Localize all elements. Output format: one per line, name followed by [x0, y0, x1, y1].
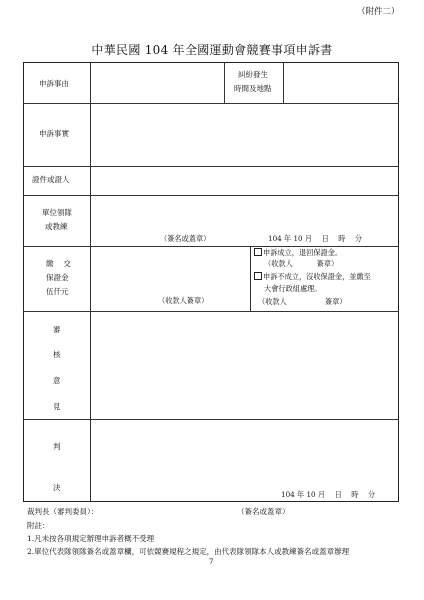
row-divider [23, 246, 399, 247]
receiver-line-1: （收款人 簽章） [264, 259, 339, 268]
annex-label: （附件二） [357, 7, 400, 17]
note-2: 2.單位代表隊領隊簽名或蓋章欄，可依競賽規程之規定，由代表隊領隊本人或教練簽名或蓋章辦理 [27, 547, 350, 556]
dispute-time-label-line2: 時間及地點 [234, 84, 272, 93]
option-not-established-line2: 大會行政組處理。 [264, 284, 322, 293]
column-divider [283, 62, 284, 103]
receiver-line-2: （收款人 簽章） [258, 297, 347, 306]
row-divider [23, 166, 399, 167]
row-divider [23, 195, 399, 196]
complaint-facts-label: 申訴事實 [39, 129, 69, 138]
complaint-form-table [23, 62, 399, 502]
review-label-char3: 意 [53, 376, 61, 385]
review-label-char4: 見 [53, 402, 61, 411]
dispute-time-label-line1: 糾紛發生 [238, 70, 268, 79]
checkbox-not-established[interactable] [254, 272, 262, 280]
deposit-label-line3: 伍仟元 [46, 287, 69, 296]
note-1: 1.凡未按各項規定辦理申訴者概不受理 [27, 534, 155, 543]
label-column-divider [90, 62, 91, 502]
ruling-date-line: 104 年 10 月 日 時 分 [281, 490, 376, 499]
column-divider [250, 246, 251, 311]
chief-referee-sign: （簽名或蓋章） [237, 507, 290, 516]
notes-title: 附註： [27, 521, 50, 530]
ruling-label-char2: 決 [53, 483, 61, 492]
review-label-char2: 核 [53, 350, 61, 359]
option-not-established [254, 272, 371, 282]
checkbox-established[interactable] [254, 248, 262, 256]
page-number: 7 [209, 558, 214, 566]
deposit-label-line2: 保證金 [46, 273, 69, 282]
row-divider [23, 103, 399, 104]
review-label-char1: 審 [53, 325, 61, 334]
page-title: 中華民國 104 年全國運動會競賽事項申訴書 [91, 43, 333, 57]
option-established-text: 申訴成立，退回保證金。 [263, 248, 343, 257]
team-leader-label-line1: 單位領隊 [42, 208, 72, 217]
receiver-sign-note: （收款人簽章） [158, 296, 209, 305]
complaint-subject-label: 申訴事由 [39, 79, 69, 88]
row-divider [23, 419, 399, 420]
team-leader-label-line2: 或教練 [45, 222, 68, 231]
ruling-label-char1: 判 [53, 442, 61, 451]
deposit-label-line1: 繳 交 [46, 259, 71, 268]
option-not-established-text: 申訴不成立，沒收保證金，並繳至 [263, 272, 371, 281]
row-divider [23, 311, 399, 312]
evidence-witness-label: 證件或證人 [32, 175, 70, 184]
sign-or-seal-note: （簽名或蓋章） [160, 234, 211, 243]
team-date-line: 104 年 10 月 日 時 分 [268, 234, 363, 243]
option-established [254, 248, 342, 258]
chief-referee-label: 裁判長（審判委員）： [27, 507, 99, 516]
column-divider [224, 62, 225, 103]
